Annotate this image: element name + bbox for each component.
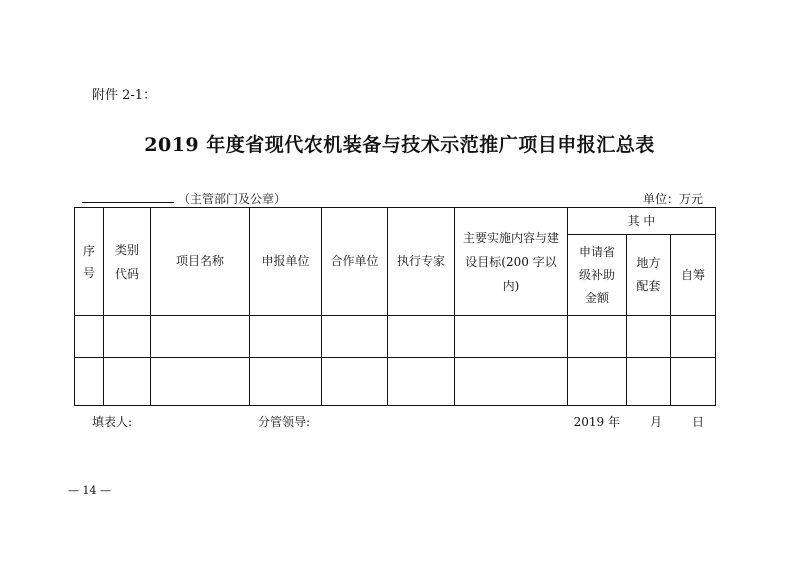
department-blank — [82, 190, 174, 203]
header-self-raised: 自筹 — [671, 235, 716, 316]
table-cell[interactable] — [250, 358, 322, 406]
table-cell[interactable] — [104, 316, 151, 358]
header-category-code: 类别代码 — [104, 208, 151, 316]
page-number: — 14 — — [68, 484, 111, 497]
table-cell[interactable] — [151, 316, 250, 358]
table-cell[interactable] — [75, 316, 104, 358]
date-month: 月 — [649, 415, 662, 429]
table-cell[interactable] — [627, 358, 671, 406]
table-cell[interactable] — [455, 358, 568, 406]
table-row — [75, 358, 716, 406]
table-cell[interactable] — [322, 358, 388, 406]
header-partner: 合作单位 — [322, 208, 388, 316]
filler-label: 填表人: — [92, 415, 133, 429]
header-project-name: 项目名称 — [151, 208, 250, 316]
unit-label: 单位：万元 — [642, 192, 703, 206]
table-cell[interactable] — [388, 316, 455, 358]
header-provincial-subsidy: 申请省级补助金额 — [568, 235, 627, 316]
supervisor-label: 分管领导: — [258, 415, 311, 429]
header-expert: 执行专家 — [388, 208, 455, 316]
signature-row — [92, 413, 704, 431]
table-cell[interactable] — [671, 316, 716, 358]
table-cell[interactable] — [568, 358, 627, 406]
date-field — [574, 413, 704, 430]
department-note: （主管部门及公章） — [178, 192, 287, 206]
table-row — [75, 316, 716, 358]
header-applicant: 申报单位 — [250, 208, 322, 316]
table-cell[interactable] — [151, 358, 250, 406]
table-cell[interactable] — [75, 358, 104, 406]
page-title: 2019 年度省现代农机装备与技术示范推广项目申报汇总表 — [144, 134, 655, 156]
header-content: 主要实施内容与建设目标(200 字以内) — [455, 208, 568, 316]
header-of-which: 其 中 — [568, 208, 716, 235]
table-header-row — [75, 208, 716, 235]
date-year: 2019 年 — [573, 415, 620, 429]
table-cell[interactable] — [388, 358, 455, 406]
table-cell[interactable] — [627, 316, 671, 358]
table-cell[interactable] — [671, 358, 716, 406]
department-line — [82, 190, 286, 207]
attachment-label: 附件 2-1： — [92, 88, 157, 103]
table-cell[interactable] — [104, 358, 151, 406]
header-seq: 序号 — [75, 208, 104, 316]
header-local-match: 地方配套 — [627, 235, 671, 316]
date-day: 日 — [691, 415, 704, 429]
table-cell[interactable] — [250, 316, 322, 358]
table-cell[interactable] — [322, 316, 388, 358]
table-cell[interactable] — [568, 316, 627, 358]
table-cell[interactable] — [455, 316, 568, 358]
summary-table — [74, 207, 716, 406]
